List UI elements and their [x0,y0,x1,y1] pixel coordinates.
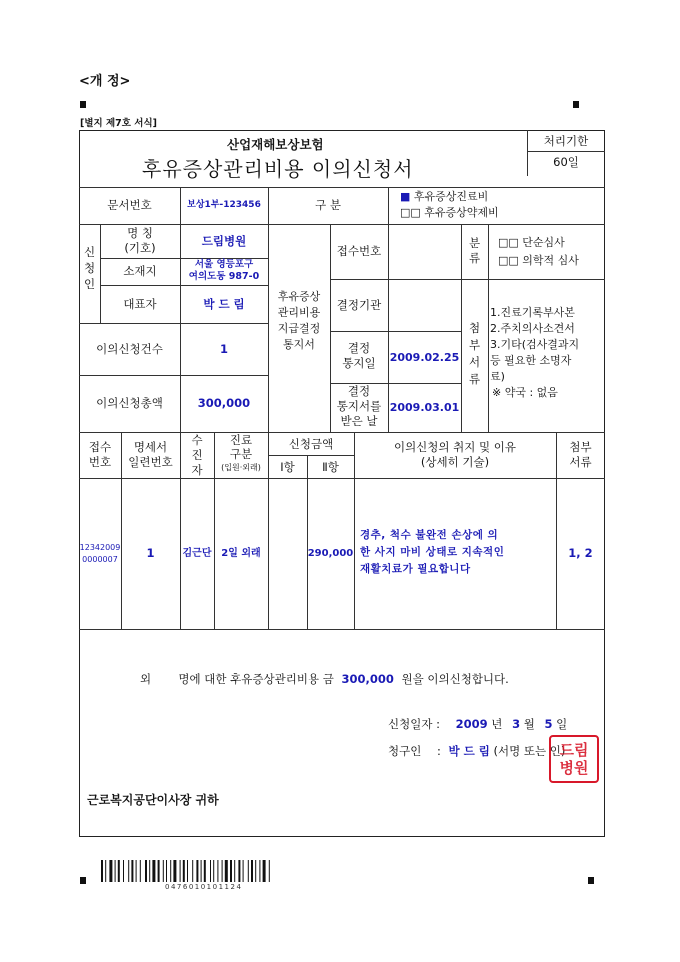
category-option-1: ■ 후유증상진료비 [400,190,489,203]
row-amount-2: 290,000 [307,548,354,559]
classification-option-1: □□ 단순심사 [498,236,565,249]
barcode-bar [222,860,223,882]
barcode-bar [115,860,116,882]
barcode-bar [243,860,244,882]
deadline-value: 60일 [553,155,579,169]
barcode-bar [187,860,188,882]
claimant: 청구인 : 박 드 림 (서명 또는 인) [388,744,566,758]
total-value: 300,000 [197,396,251,410]
barcode-bar [234,860,235,882]
barcode-bar [105,860,106,882]
empty-box-icon: □□ [498,236,519,249]
application-statement: 외 명에 대한 후유증상관리비용 금 300,000 원을 이의신청합니다. [140,672,509,686]
amendment-mark: <개 정> [79,74,131,89]
empty-box-icon: □□ [400,206,421,219]
barcode-bar [263,860,266,882]
barcode-bar [123,860,124,882]
count-value: 1 [219,341,228,356]
barcode-bar [173,860,176,882]
barcode-bar [255,860,256,882]
row-serial: 1 [146,546,155,560]
col-item-2: Ⅱ항 [322,460,339,474]
barcode-number: 0476010101124 [165,883,243,891]
barcode-bar [136,860,137,882]
address-value: 서울 영등포구 여의도동 987-0 [188,259,260,282]
decision-date-label: 결정 통지일 [342,341,376,370]
form-number: [별지 제7호 서식] [80,118,157,129]
row-patient: 김근단 [182,548,212,559]
barcode-bar [204,860,206,882]
barcode-bar [183,860,185,882]
category-option-2: □□ 후유증상약제비 [400,206,499,219]
row-receipt-no: 12342009 0000007 [79,543,121,564]
barcode-bar [225,860,228,882]
decision-date-value: 2009.02.25 [389,350,460,364]
received-date-label: 결정 통지서를 받은 날 [336,384,382,428]
barcode-bar [192,860,193,882]
barcode-bar [230,860,232,882]
barcode-bar [131,860,133,882]
barcode-bar [196,860,198,882]
row-attachments: 1, 2 [568,546,593,560]
attachments-list: 1.진료기록부사본 2.주치의사소견서 3.기타(검사결과지 등 필요한 소명자 료) ※ 약국 : 없음 [490,306,580,399]
applicant-label: 신 청 인 [83,245,96,291]
insurance-org: 산업재해보상보험 [227,137,324,152]
doc-number-value: 보상1부-123456 [187,200,261,210]
barcode-graphic [101,860,331,884]
attachments-label: 첨 부 서 류 [468,321,481,386]
doc-number-label: 문서번호 [107,198,152,212]
receipt-number-label: 접수번호 [336,244,382,258]
form-title: 후유증상관리비용 이의신청서 [142,157,414,181]
barcode-bar [149,860,150,882]
col-receipt-no: 접수 번호 [88,440,112,469]
classification-label: 분 류 [468,236,481,265]
barcode-bar [210,860,211,882]
classification-option-2: □□ 의학적 심사 [498,254,579,267]
barcode-bar [163,860,164,882]
corner-mark-tr [573,101,579,108]
barcode-bar [201,860,202,882]
col-attachments: 첨부 서류 [569,440,592,469]
address-label: 소재지 [123,264,157,278]
barcode-bar [251,860,253,882]
row-amount-1 [268,478,307,629]
barcode-bar [101,860,103,882]
barcode-bar [248,860,249,882]
representative-value: 박 드 림 [203,296,245,311]
col-reason: 이의신청의 취지 및 이유 (상세히 기술) [393,440,517,469]
row-care-type: 2일 외래 [221,548,261,559]
col-item-1: Ⅰ항 [280,460,295,474]
col-care-type: 진료 구분 (입원·외래) [221,433,261,472]
barcode-bar [180,860,181,882]
received-date-value: 2009.03.01 [389,401,460,414]
barcode-bar [128,860,129,882]
barcode-bar [217,860,218,882]
corner-mark-tl [80,101,86,108]
barcode-bar [118,860,120,882]
col-patient: 수 진 자 [191,433,203,477]
checked-box-icon: ■ [400,190,411,203]
barcode-bar [213,860,214,882]
deadline-label: 처리기한 [543,134,589,148]
barcode-bar [238,860,240,882]
corner-mark-br [588,877,594,884]
barcode-bar [166,860,167,882]
barcode-bar [140,860,141,882]
decision-agency-label: 결정기관 [336,297,382,312]
hospital-seal: 드림 병원 [549,735,599,783]
col-amount: 신청금액 [288,437,334,451]
barcode-bar [269,860,270,882]
corner-mark-bl [80,877,86,884]
representative-label: 대표자 [123,296,157,311]
count-label: 이의신청건수 [96,341,163,356]
barcode-bar [145,860,147,882]
barcode-bar [170,860,171,882]
name-label: 명 칭 (기호) [124,226,156,255]
total-label: 이의신청총액 [96,396,163,410]
decision-notice-label: 후유증상 관리비용 지급결정 통지서 [277,290,321,351]
name-value: 드림병원 [201,233,247,248]
apply-date: 신청일자 : 2009 년 3 월 5 일 [388,717,568,731]
row-reason: 경추, 척수 불완전 손상에 의 한 사지 마비 상태로 지속적인 재활치료가 필요합니다 [360,529,505,575]
category-label: 구 분 [315,198,341,212]
barcode-bar [158,860,160,882]
barcode-bar [152,860,155,882]
barcode-bar [259,860,260,882]
barcode-bar [109,860,112,882]
empty-box-icon: □□ [498,254,519,267]
addressee: 근로복지공단이사장 귀하 [87,793,219,807]
col-statement-serial: 명세서 일련번호 [128,440,173,469]
barcode [101,860,331,884]
